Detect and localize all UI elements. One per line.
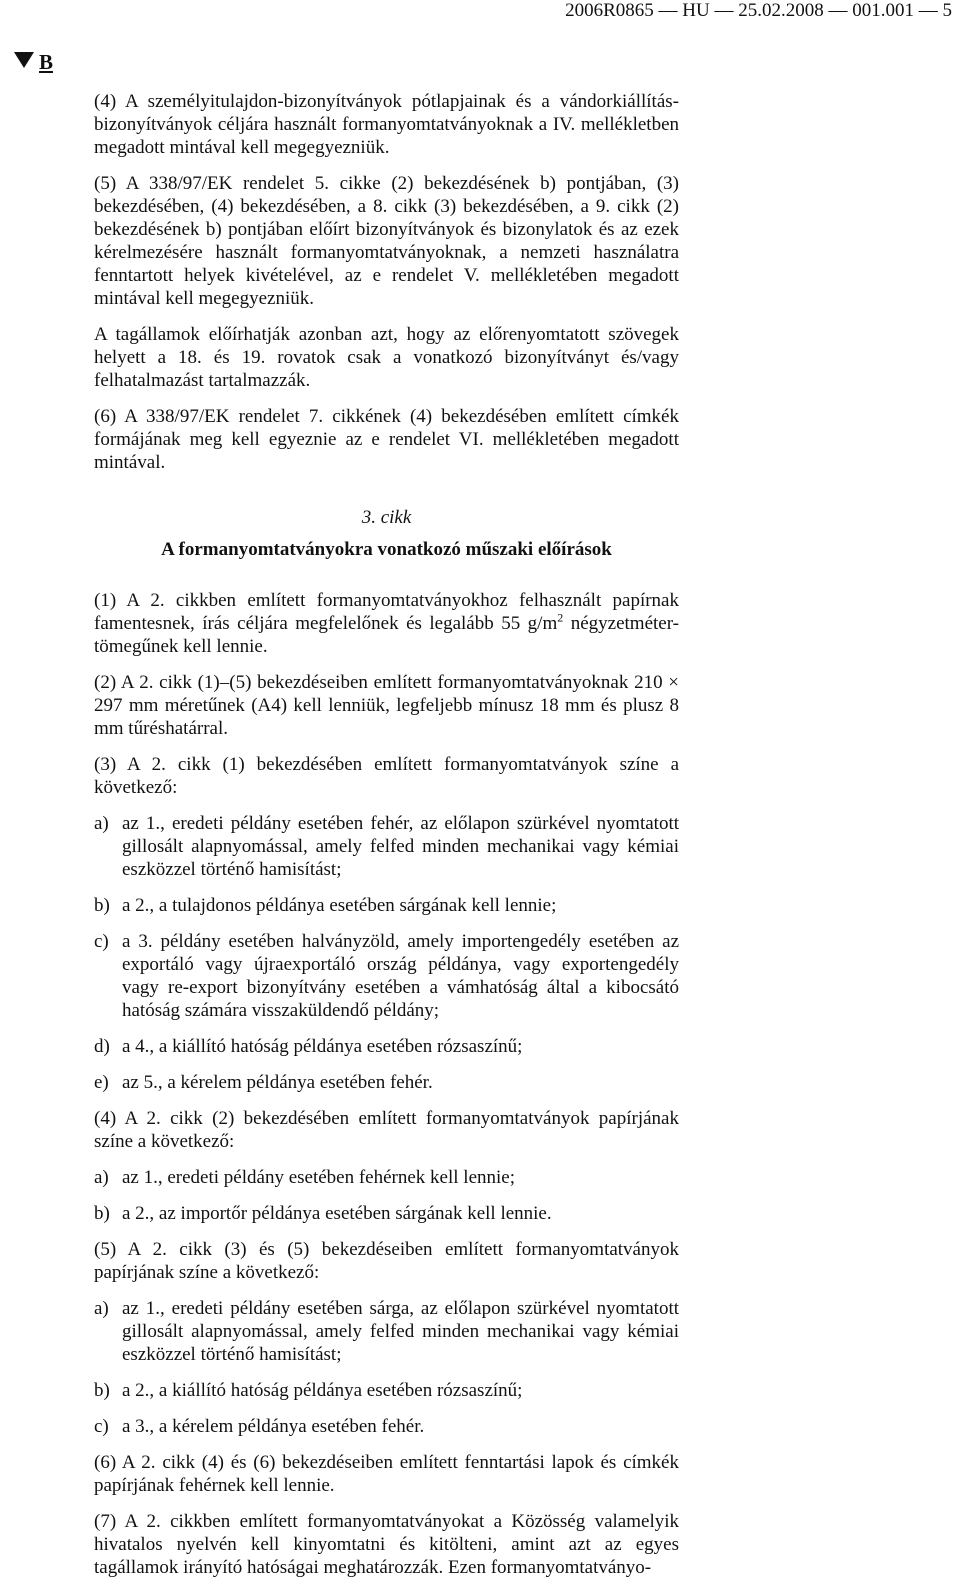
article3-paragraph-6: (6) A 2. cikk (4) és (6) bekezdéseiben említett fenntartási lapok és címkék papírjának fehérnek kell lennie. — [94, 1452, 679, 1496]
article3-paragraph-3: (3) A 2. cikk (1) bekezdésében említett formanyomtatványok színe a következő: — [94, 754, 679, 798]
article3-paragraph-7: (7) A 2. cikkben említett formanyomtatványokat a Közösség valamelyik hivatalos nyelvén kell kinyomtatni és kitölteni, amint azt az egyes tagállamok irányító hatóságai meghatározzák. Ezen formanyomtatványo- — [94, 1511, 679, 1578]
page-number: 5 — [942, 0, 952, 21]
article3-paragraph-4: (4) A 2. cikk (2) bekezdésében említett formanyomtatványok papírjának színe a következő: — [94, 1108, 679, 1152]
article-title: A formanyomtatványokra vonatkozó műszaki előírások — [161, 539, 612, 560]
doc-ref: 2006R0865 — [565, 0, 654, 21]
paragraph-5-note: A tagállamok előírhatják azonban azt, hogy az előrenyomtatott szövegek helyett a 18. és 19. rovatok csak a vonatkozó bizonyítványt és/vagy felhatalmazást tartalmazzák. — [94, 324, 679, 391]
list-paragraph-4 — [94, 1166, 679, 1225]
doc-lang: HU — [682, 0, 710, 21]
amendment-marker — [14, 50, 53, 74]
list-item: a) az 1., eredeti példány esetében sárga, az előlapon szürkével nyomtatott gillosált alapnyomással, amely felfed minden mechanikai vagy kémiai eszközzel történő hamisítást; — [94, 1298, 679, 1365]
list-paragraph-3 — [94, 812, 679, 1094]
list-item: a) az 1., eredeti példány esetében fehér, az előlapon szürkével nyomtatott gillosált alapnyomással, amely felfed minden mechanikai vagy kémiai eszközzel történő hamisítást; — [94, 813, 679, 880]
list-item: a) az 1., eredeti példány esetében fehérnek kell lennie; — [94, 1167, 515, 1188]
amendment-label: B — [39, 50, 54, 74]
list-item: b) a 2., a kiállító hatóság példánya esetében rózsaszínű; — [94, 1380, 523, 1401]
document-body — [94, 90, 679, 1592]
article3-paragraph-5: (5) A 2. cikk (3) és (5) bekezdéseiben említett formanyomtatványok papírjának színe a következő: — [94, 1239, 679, 1283]
list-item: b) a 2., a tulajdonos példánya esetében sárgának kell lennie; — [94, 895, 557, 916]
superscript: 2 — [557, 610, 564, 625]
article3-paragraph-1: (1) A 2. cikkben említett formanyomtatványokhoz felhasznált papírnak famentesnek, írás céljára megfelelőnek és legalább 55 $g/m^2$ négyzetméter-tömegűnek kell lennie. — [94, 590, 679, 657]
doc-date: 25.02.2008 — [738, 0, 824, 21]
paragraph-5: (5) A 338/97/EK rendelet 5. cikke (2) bekezdésének b) pontjában, (3) bekezdésében, (4) bekezdésében, a 8. cikk (3) bekezdésében, a 9. cikk (2) bekezdésének b) pontjában előírt bizonyítványok és bizonylatok és az ezek kérelmezésére használt formanyomtatványoknak, a nemzeti használatra fenntartott helyek kivételével, az e rendelet V. mellékletében megadott mintával kell megegyezniük. — [94, 173, 679, 309]
list-item: b) a 2., az importőr példánya esetében sárgának kell lennie. — [94, 1203, 552, 1224]
list-item: e) az 5., a kérelem példánya esetében fehér. — [94, 1072, 433, 1093]
list-item: c) a 3., a kérelem példánya esetében fehér. — [94, 1416, 425, 1437]
running-header: 2006R0865 — HU — 25.02.2008 — 001.001 — 5 — [565, 0, 952, 21]
list-item: d) a 4., a kiállító hatóság példánya esetében rózsaszínű; — [94, 1036, 523, 1057]
article-number: 3. cikk — [361, 507, 412, 528]
list-item: c) a 3. példány esetében halványzöld, amely importengedély esetében az exportáló vagy újraexportáló ország példánya, vagy exportengedély vagy re-export bizonyítvány esetében a vámhatóság által a kibocsátó hatóság számára visszaküldendő példány; — [94, 931, 679, 1021]
article3-paragraph-2: (2) A 2. cikk (1)–(5) bekezdéseiben említett formanyomtatványoknak 210 × 297 mm méretűnek (A4) kell lenniük, legfeljebb mínusz 18 mm és plusz 8 mm tűréshatárral. — [94, 672, 679, 739]
down-triangle-icon — [14, 52, 34, 68]
list-paragraph-5 — [94, 1297, 679, 1438]
paragraph-6: (6) A 338/97/EK rendelet 7. cikkének (4) bekezdésében említett címkék formájának meg kell egyeznie az e rendelet VI. mellékletében megadott mintával. — [94, 406, 679, 473]
doc-version: 001.001 — [852, 0, 914, 21]
paragraph-4: (4) A személyitulajdon-bizonyítványok pótlapjainak és a vándorkiállítás-bizonyítványok céljára használt formanyomtatványoknak a IV. mellékletben megadott mintával kell megegyezniük. — [94, 91, 679, 158]
